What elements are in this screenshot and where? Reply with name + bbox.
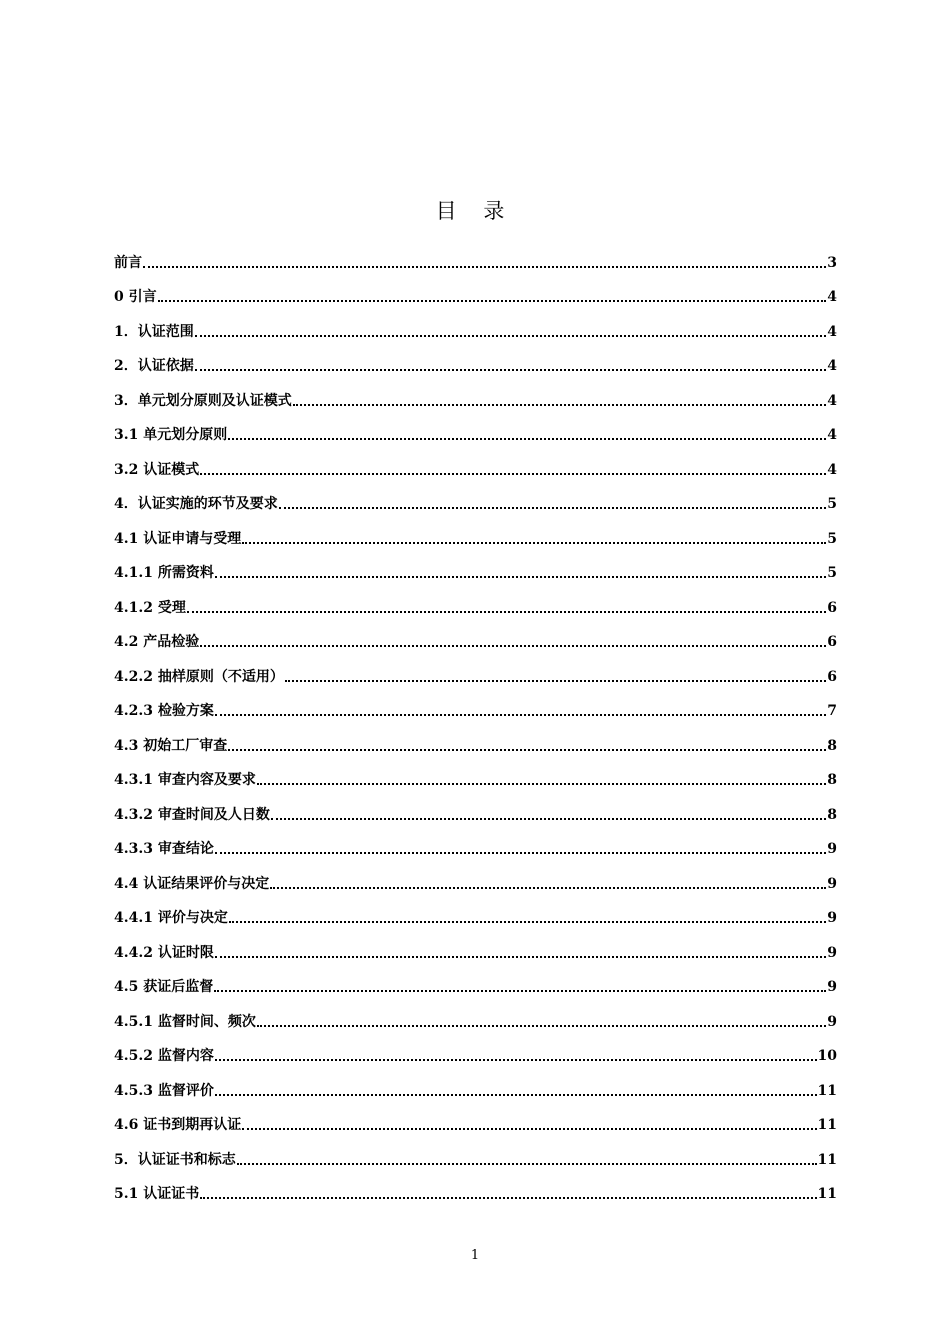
toc-entry[interactable] bbox=[114, 1000, 837, 1035]
toc-entry[interactable] bbox=[114, 1069, 837, 1104]
toc-entry-label: 4.5 获证后监督 bbox=[114, 979, 214, 995]
toc-leader-dots bbox=[195, 335, 827, 337]
toc-entry[interactable] bbox=[114, 483, 837, 518]
toc-leader-dots bbox=[215, 852, 826, 854]
toc-entry[interactable] bbox=[114, 931, 837, 966]
toc-entry-label: 4．认证实施的环节及要求 bbox=[114, 496, 278, 512]
toc-entry-label: 5.1 认证证书 bbox=[114, 1186, 200, 1202]
toc-entry-page: 8 bbox=[827, 806, 837, 823]
toc-entry[interactable] bbox=[114, 828, 837, 863]
toc-entry-page: 4 bbox=[827, 427, 837, 443]
toc-entry-label: 1．认证范围 bbox=[114, 323, 194, 340]
toc-entry-page: 9 bbox=[827, 944, 837, 961]
toc-entry[interactable] bbox=[114, 897, 837, 932]
toc-leader-dots bbox=[215, 956, 826, 958]
toc-entry-label: 4.1.1 所需资料 bbox=[114, 565, 214, 581]
toc-entry[interactable] bbox=[114, 517, 837, 552]
toc-entry-label: 4.5.2 监督内容 bbox=[114, 1048, 214, 1064]
toc-entry-page: 6 bbox=[827, 668, 837, 685]
toc-leader-dots bbox=[215, 1059, 817, 1061]
toc-entry[interactable] bbox=[114, 241, 837, 276]
toc-entry[interactable] bbox=[114, 1104, 837, 1139]
toc-entry-page: 7 bbox=[827, 703, 837, 719]
toc-leader-dots bbox=[229, 921, 826, 923]
toc-entry-label: 4.6 证书到期再认证 bbox=[114, 1117, 242, 1133]
toc-entry-page: 9 bbox=[827, 841, 837, 857]
toc-entry-label: 0 引言 bbox=[114, 289, 157, 305]
toc-entry-label: 4.4.1 评价与决定 bbox=[114, 910, 228, 926]
toc-leader-dots bbox=[228, 438, 826, 440]
toc-entry-page: 8 bbox=[827, 772, 837, 788]
toc-leader-dots bbox=[237, 1163, 817, 1165]
toc-entry[interactable] bbox=[114, 586, 837, 621]
toc-entry[interactable] bbox=[114, 655, 837, 690]
toc-entry[interactable] bbox=[114, 759, 837, 794]
toc-entry[interactable] bbox=[114, 448, 837, 483]
toc-entry[interactable] bbox=[114, 1035, 837, 1070]
toc-entry-page: 9 bbox=[827, 979, 837, 995]
toc-leader-dots bbox=[215, 576, 826, 578]
toc-leader-dots bbox=[143, 266, 826, 268]
toc-entry-label: 2．认证依据 bbox=[114, 358, 194, 374]
toc-leader-dots bbox=[158, 300, 827, 302]
toc-leader-dots bbox=[187, 611, 826, 613]
toc-entry-page: 4 bbox=[827, 461, 837, 478]
toc-entry-page: 11 bbox=[817, 1117, 837, 1133]
toc-leader-dots bbox=[200, 1197, 816, 1199]
toc-entry-page: 9 bbox=[827, 875, 837, 892]
toc-leader-dots bbox=[242, 542, 826, 544]
toc-entry-label: 4.1 认证申请与受理 bbox=[114, 530, 242, 547]
toc-entry[interactable] bbox=[114, 862, 837, 897]
toc-entry[interactable] bbox=[114, 276, 837, 311]
toc-entry-label: 4.3 初始工厂审查 bbox=[114, 737, 228, 754]
toc-entry-label: 4.3.3 审查结论 bbox=[114, 841, 214, 857]
toc-entry[interactable] bbox=[114, 793, 837, 828]
toc-leader-dots bbox=[279, 507, 827, 509]
toc-entry-label: 4.1.2 受理 bbox=[114, 599, 186, 616]
toc-leader-dots bbox=[293, 404, 827, 406]
toc-entry[interactable] bbox=[114, 724, 837, 759]
toc-entry-page: 11 bbox=[817, 1186, 837, 1202]
toc-entry-page: 11 bbox=[817, 1151, 837, 1168]
toc-entry-label: 5．认证证书和标志 bbox=[114, 1151, 236, 1168]
toc-entry[interactable] bbox=[114, 1173, 837, 1208]
toc-entry-label: 4.2.2 抽样原则（不适用） bbox=[114, 668, 284, 685]
toc-entry-page: 11 bbox=[817, 1082, 837, 1099]
toc-entry-label: 4.3.1 审查内容及要求 bbox=[114, 772, 256, 788]
toc-leader-dots bbox=[228, 749, 826, 751]
toc-leader-dots bbox=[285, 680, 826, 682]
toc-entry[interactable] bbox=[114, 345, 837, 380]
toc-entry-page: 3 bbox=[827, 254, 837, 271]
toc-entry-page: 4 bbox=[827, 289, 837, 305]
page-number: 1 bbox=[470, 1248, 480, 1263]
toc-entry-page: 9 bbox=[827, 910, 837, 926]
toc-entry[interactable] bbox=[114, 379, 837, 414]
toc-entry-page: 9 bbox=[827, 1013, 837, 1030]
toc-entry-page: 4 bbox=[827, 323, 837, 340]
toc-entry-label: 4.3.2 审查时间及人日数 bbox=[114, 806, 270, 823]
toc-entry[interactable] bbox=[114, 690, 837, 725]
toc-entry-page: 10 bbox=[817, 1048, 837, 1064]
toc-leader-dots bbox=[257, 1025, 826, 1027]
toc-entry-page: 8 bbox=[827, 737, 837, 754]
toc-entry-page: 6 bbox=[827, 599, 837, 616]
toc-entry-label: 4.4 认证结果评价与决定 bbox=[114, 875, 270, 892]
toc-entry-label: 3.1 单元划分原则 bbox=[114, 427, 228, 443]
toc-entry-label: 3.2 认证模式 bbox=[114, 461, 200, 478]
toc-entry[interactable] bbox=[114, 414, 837, 449]
toc-entry-page: 5 bbox=[827, 565, 837, 581]
toc-entry[interactable] bbox=[114, 1138, 837, 1173]
toc-entry-page: 6 bbox=[827, 634, 837, 650]
toc-entry[interactable] bbox=[114, 621, 837, 656]
toc-entry[interactable] bbox=[114, 552, 837, 587]
toc-entry-label: 4.2.3 检验方案 bbox=[114, 703, 214, 719]
toc-entry[interactable] bbox=[114, 966, 837, 1001]
toc-leader-dots bbox=[215, 714, 826, 716]
toc-entry-label: 4.4.2 认证时限 bbox=[114, 944, 214, 961]
toc-leader-dots bbox=[270, 887, 826, 889]
page-title: 目 录 bbox=[435, 199, 515, 223]
toc-entry-label: 4.5.1 监督时间、频次 bbox=[114, 1013, 256, 1030]
table-of-contents bbox=[114, 241, 837, 1207]
toc-entry-page: 5 bbox=[827, 496, 837, 512]
toc-leader-dots bbox=[257, 783, 826, 785]
toc-leader-dots bbox=[242, 1128, 816, 1130]
toc-leader-dots bbox=[200, 645, 826, 647]
toc-entry[interactable] bbox=[114, 310, 837, 345]
toc-entry-page: 4 bbox=[827, 392, 837, 409]
toc-entry-label: 4.5.3 监督评价 bbox=[114, 1082, 214, 1099]
toc-entry-page: 4 bbox=[827, 358, 837, 374]
toc-entry-label: 前言 bbox=[114, 254, 142, 271]
toc-leader-dots bbox=[214, 990, 826, 992]
toc-leader-dots bbox=[200, 473, 826, 475]
toc-entry-label: 3．单元划分原则及认证模式 bbox=[114, 392, 292, 409]
toc-leader-dots bbox=[195, 369, 827, 371]
toc-leader-dots bbox=[271, 818, 826, 820]
toc-leader-dots bbox=[215, 1094, 817, 1096]
toc-entry-label: 4.2 产品检验 bbox=[114, 634, 200, 650]
toc-entry-page: 5 bbox=[827, 530, 837, 547]
